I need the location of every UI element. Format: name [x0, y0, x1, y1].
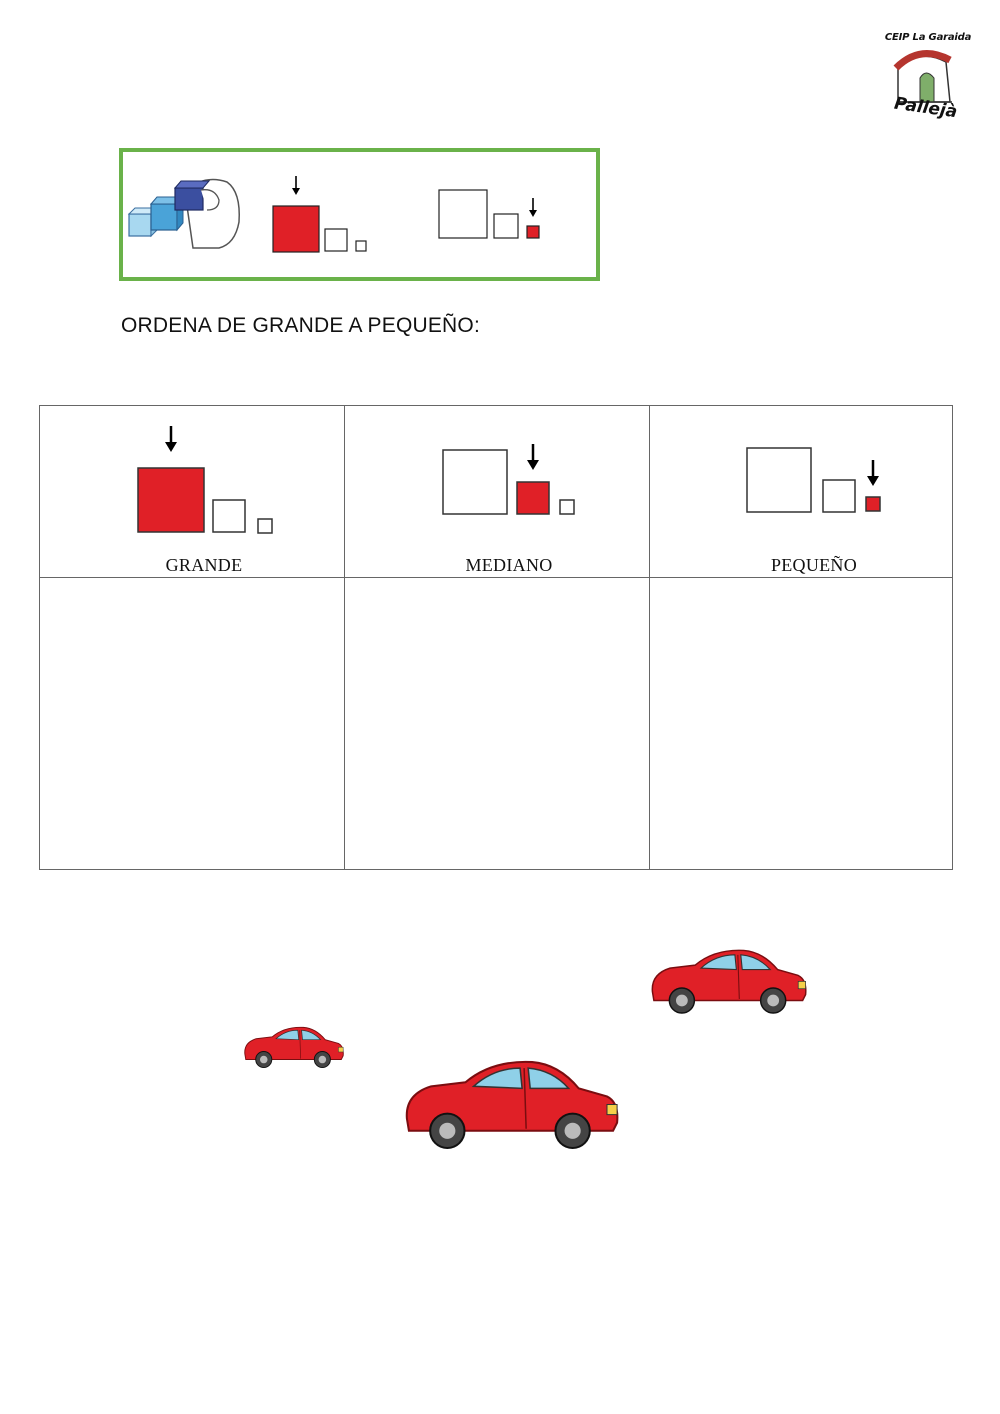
- column-medium: [344, 406, 649, 869]
- instruction-pictogram-box: [119, 148, 600, 281]
- column-large: [40, 406, 344, 869]
- instruction-text: ORDENA DE GRANDE A PEQUEÑO:: [121, 314, 480, 337]
- red-car-icon[interactable]: [242, 1024, 346, 1070]
- drop-zone-large[interactable]: [40, 578, 344, 869]
- car-large: [407, 1062, 618, 1148]
- medium-size-pictogram: [345, 406, 649, 578]
- sorting-grid: [39, 405, 953, 870]
- column-label-large: GRANDE: [165, 555, 243, 575]
- small-size-pictogram: [650, 406, 954, 578]
- large-highlighted-set: [273, 176, 366, 252]
- car-medium: [652, 950, 805, 1013]
- drop-zone-small[interactable]: [650, 578, 954, 869]
- red-car-icon[interactable]: [648, 946, 810, 1016]
- column-small: [649, 406, 954, 869]
- red-car-icon[interactable]: [396, 1056, 628, 1152]
- grid-row-divider: [40, 577, 952, 578]
- order-pictogram: [123, 152, 604, 285]
- drop-zone-medium[interactable]: [345, 578, 649, 869]
- school-logo: [880, 28, 972, 128]
- stacking-cubes-icon: [129, 180, 239, 248]
- car-small: [245, 1027, 344, 1067]
- large-size-pictogram: [40, 406, 344, 578]
- logo-top-text: CEIP La Garaida: [884, 32, 972, 43]
- column-label-medium: MEDIANO: [465, 555, 553, 575]
- column-label-small: PEQUEÑO: [770, 555, 858, 575]
- small-highlighted-set: [439, 190, 539, 238]
- logo-bottom-text: Pallejà: [892, 93, 959, 123]
